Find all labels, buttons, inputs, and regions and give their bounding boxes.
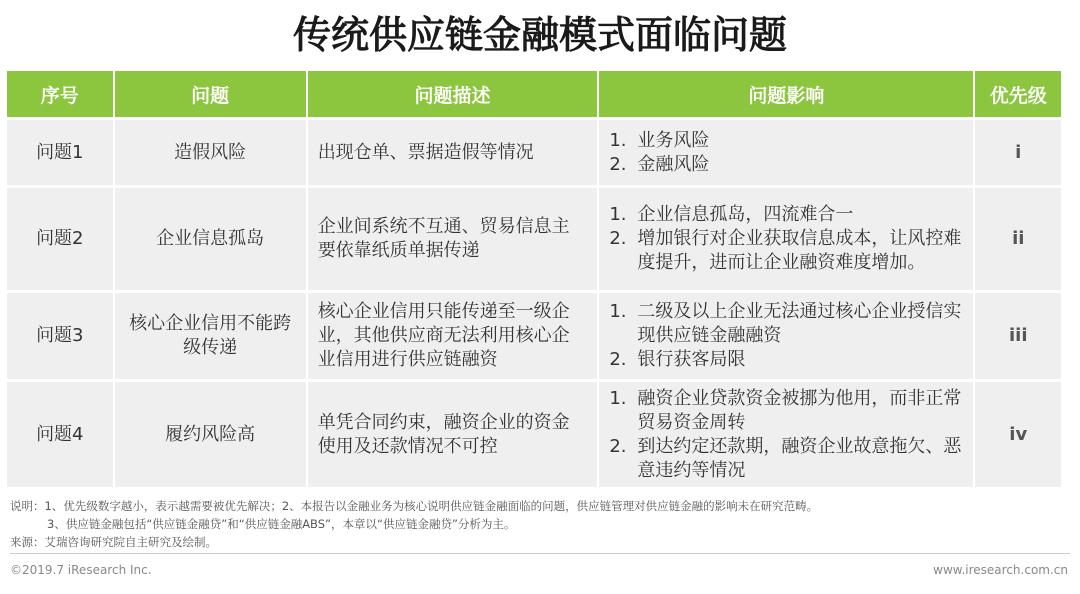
impact-item	[609, 300, 963, 348]
impact-number: 1.	[609, 301, 627, 322]
row-issue: 履约风险高	[115, 382, 306, 487]
note-line-1: 说明：1、优先级数字越小，表示越需要被优先解决；2、本报告以金融业务为核心说明供应链金融面临的问题，供应链管理对供应链金融的影响未在研究范畴。	[10, 499, 819, 513]
row-impacts	[599, 188, 973, 290]
impact-item	[609, 348, 963, 372]
row-priority: iv	[975, 382, 1061, 487]
impact-text: 融资企业贷款资金被挪为他用，而非正常贸易资金周转	[637, 387, 962, 433]
source-line: 来源：艾瑞咨询研究院自主研究及绘制。	[10, 535, 217, 549]
row-description: 核心企业信用只能传递至一级企业，其他供应商无法利用核心企业信用进行供应链融资	[308, 293, 598, 379]
copyright: ©2019.7 iResearch Inc.	[10, 563, 152, 577]
row-priority: iii	[975, 293, 1061, 379]
header-impact: 问题影响	[599, 71, 973, 117]
issues-table	[5, 68, 1063, 490]
row-issue: 造假风险	[115, 120, 306, 185]
header-description: 问题描述	[308, 71, 598, 117]
row-description: 企业间系统不互通、贸易信息主要依靠纸质单据传递	[308, 188, 598, 290]
row-id: 问题1	[7, 120, 113, 185]
impact-number: 1.	[609, 129, 627, 151]
row-description: 出现仓单、票据造假等情况	[308, 120, 598, 185]
impact-item	[609, 387, 963, 435]
impact-number: 2.	[609, 153, 627, 175]
impact-number: 2.	[609, 349, 627, 370]
impact-item	[609, 227, 963, 275]
row-description: 单凭合同约束，融资企业的资金使用及还款情况不可控	[308, 382, 598, 487]
header-priority: 优先级	[975, 71, 1061, 117]
row-priority: ii	[975, 188, 1061, 290]
impact-item	[609, 435, 963, 483]
impact-item	[609, 129, 963, 153]
notes	[10, 497, 1070, 551]
row-impacts	[599, 120, 973, 185]
row-issue: 企业信息孤岛	[115, 188, 306, 290]
impact-text: 业务风险	[637, 129, 710, 151]
table-row	[7, 293, 1061, 379]
table-row	[7, 188, 1061, 290]
impact-text: 企业信息孤岛，四流难合一	[637, 204, 854, 225]
header-issue: 问题	[115, 71, 306, 117]
row-id: 问题2	[7, 188, 113, 290]
table-row	[7, 120, 1061, 185]
impact-item	[609, 203, 963, 227]
impact-text: 到达约定还款期，融资企业故意拖欠、恶意违约等情况	[637, 435, 962, 481]
impact-number: 1.	[609, 387, 627, 409]
impact-number: 2.	[609, 435, 627, 457]
impact-text: 银行获客局限	[637, 349, 746, 370]
row-id: 问题3	[7, 293, 113, 379]
website: www.iresearch.com.cn	[933, 563, 1068, 577]
impact-text: 增加银行对企业获取信息成本，让风控难度提升，进而让企业融资难度增加。	[637, 228, 962, 273]
table-header-row	[7, 71, 1061, 117]
row-priority: i	[975, 120, 1061, 185]
impact-number: 2.	[609, 228, 627, 249]
impact-number: 1.	[609, 204, 627, 225]
header-index: 序号	[7, 71, 113, 117]
page-title: 传统供应链金融模式面临问题	[292, 13, 787, 57]
impact-item	[609, 153, 963, 177]
row-id: 问题4	[7, 382, 113, 487]
note-line-2: 3、供应链金融包括“供应链金融贷”和“供应链金融ABS”，本章以“供应链金融贷”分析为主。	[47, 517, 516, 531]
impact-text: 金融风险	[637, 153, 710, 175]
footer-divider	[10, 553, 1070, 554]
row-impacts	[599, 382, 973, 487]
impact-text: 二级及以上企业无法通过核心企业授信实现供应链金融融资	[637, 301, 962, 346]
row-impacts	[599, 293, 973, 379]
table-row	[7, 382, 1061, 487]
row-issue: 核心企业信用不能跨级传递	[115, 293, 306, 379]
